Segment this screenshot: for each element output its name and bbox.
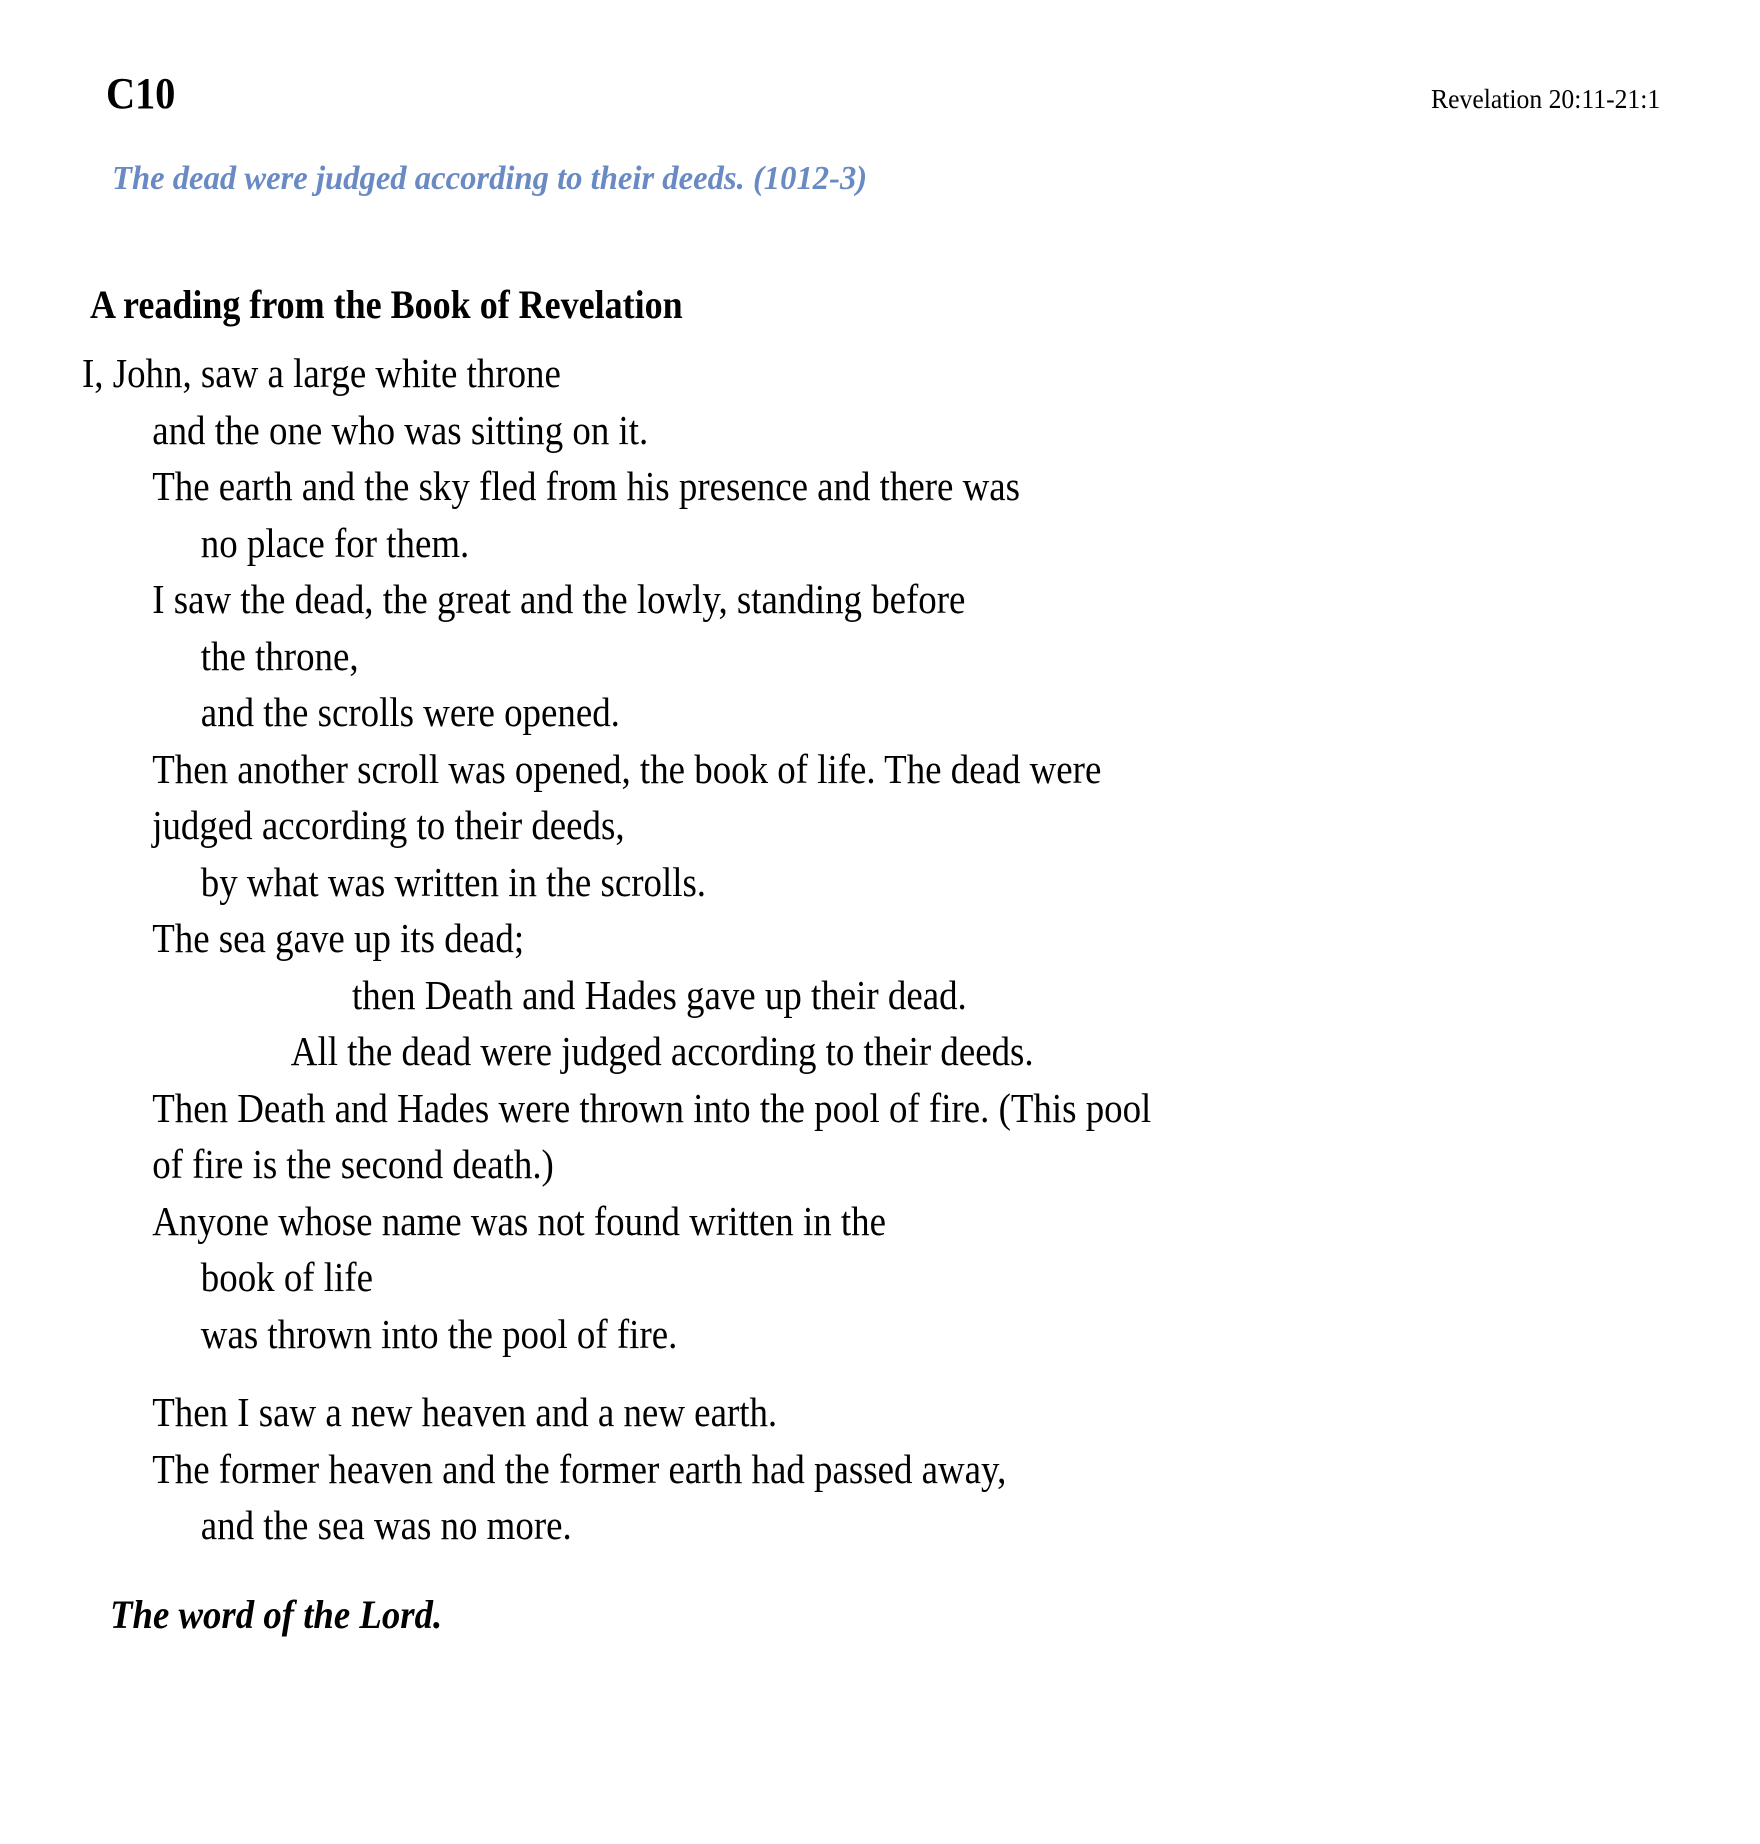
page-header [0,69,1760,118]
verse-line: Then I saw a new heaven and a new earth. [152,1389,778,1435]
verse-line: and the scrolls were opened. [200,689,620,735]
verse-line: of fire is the second death.) [152,1141,554,1187]
verse-line: no place for them. [200,519,470,566]
verse-line: and the sea was no more. [200,1502,572,1548]
verse-line: All the dead were judged according to their deeds. [290,1028,1034,1074]
verse-line: and the one who was sitting on it. [152,406,649,453]
verse-line: I saw the dead, the great and the lowly, standing before [152,576,966,622]
verse-line: by what was written in the scrolls. [200,858,707,905]
verse-line: was thrown into the pool of fire. [200,1310,678,1357]
verse-line: The sea gave up its dead; [152,915,525,961]
verse-line: The former heaven and the former earth had passed away, [152,1445,1007,1492]
verse-line: I, John, saw a large white throne [82,350,561,396]
reading-heading: A reading from the Book of Revelation [90,282,683,327]
scripture-reference: Revelation 20:11-21:1 [1430,84,1660,114]
verse-line: Anyone whose name was not found written in the [152,1197,886,1244]
verse-line: book of life [200,1254,373,1300]
closing-acclamation: The word of the Lord. [110,1592,443,1637]
verse-line: the throne, [200,632,359,679]
verse-line: Then another scroll was opened, the book of life. The dead were [152,745,1102,792]
verse-line: Then Death and Hades were thrown into the pool of fire. (This pool [152,1084,1152,1131]
verse-line: The earth and the sky fled from his presence and there was [152,463,1021,509]
antiphon-text: The dead were judged according to their deeds. (1012-3) [112,160,868,197]
verse-line: judged according to their deeds, [152,802,625,848]
verse-line: then Death and Hades gave up their dead. [352,971,967,1018]
reading-body [82,345,1682,1554]
reading-code: C10 [106,69,176,118]
